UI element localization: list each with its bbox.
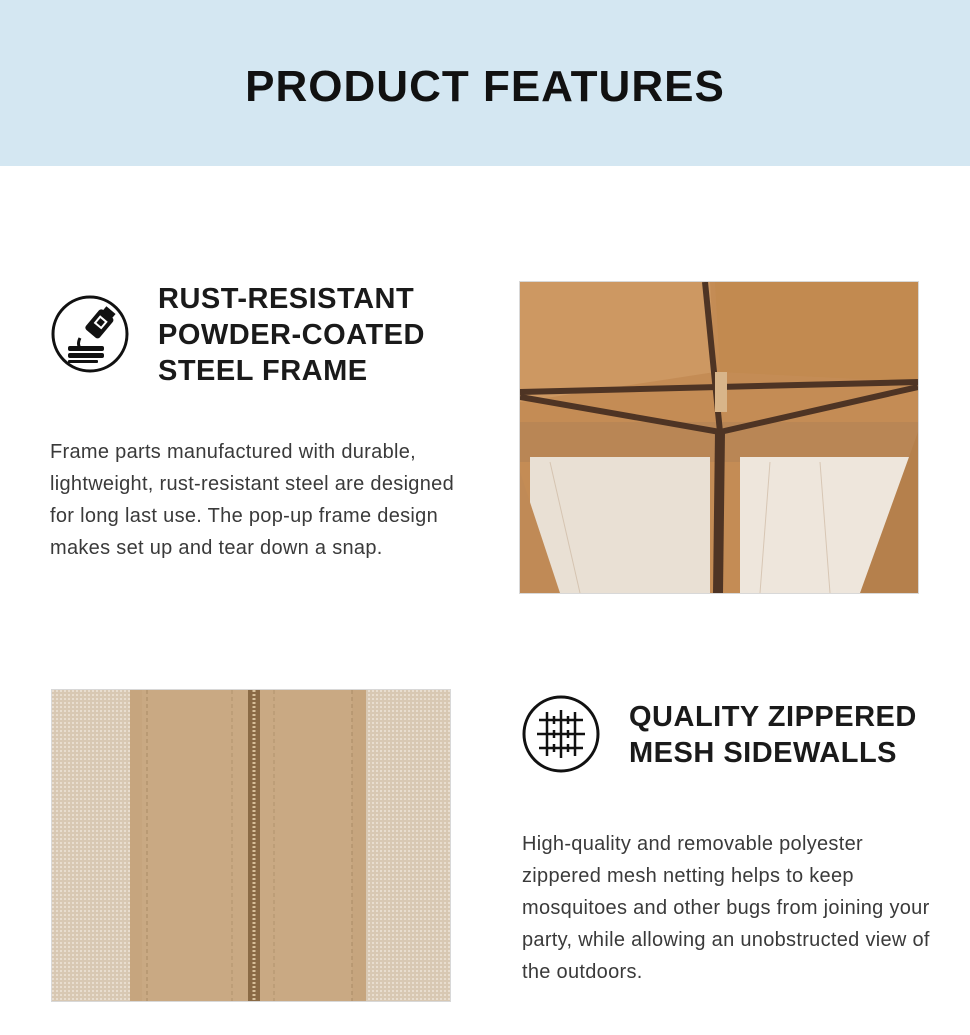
zipper-mesh-photo <box>51 689 451 1002</box>
feature-description-mesh: High-quality and removable polyester zippered mesh netting helps to keep mosquitoes and other bugs from joining your party, while allowing an unobstructed view of the outdoors. <box>522 833 930 983</box>
feature-title-frame <box>158 281 425 389</box>
feature-title-mesh <box>629 699 917 771</box>
header-banner <box>0 0 970 166</box>
paint-brush-icon <box>50 294 130 379</box>
mesh-net-icon <box>521 694 601 779</box>
feature-description-frame: Frame parts manufactured with durable, lightweight, rust-resistant steel are designed for long last use. The pop-up frame design makes set up and tear down a snap. <box>50 441 455 559</box>
feature-title-line: STEEL FRAME <box>158 355 368 387</box>
feature-title-line: POWDER-COATED <box>158 319 425 351</box>
gazebo-frame-photo <box>519 281 919 594</box>
feature-title-line: MESH SIDEWALLS <box>629 737 898 769</box>
feature-title-line: RUST-RESISTANT <box>158 283 415 315</box>
feature-title-line: QUALITY ZIPPERED <box>629 701 917 733</box>
page-title: PRODUCT FEATURES <box>245 62 725 111</box>
